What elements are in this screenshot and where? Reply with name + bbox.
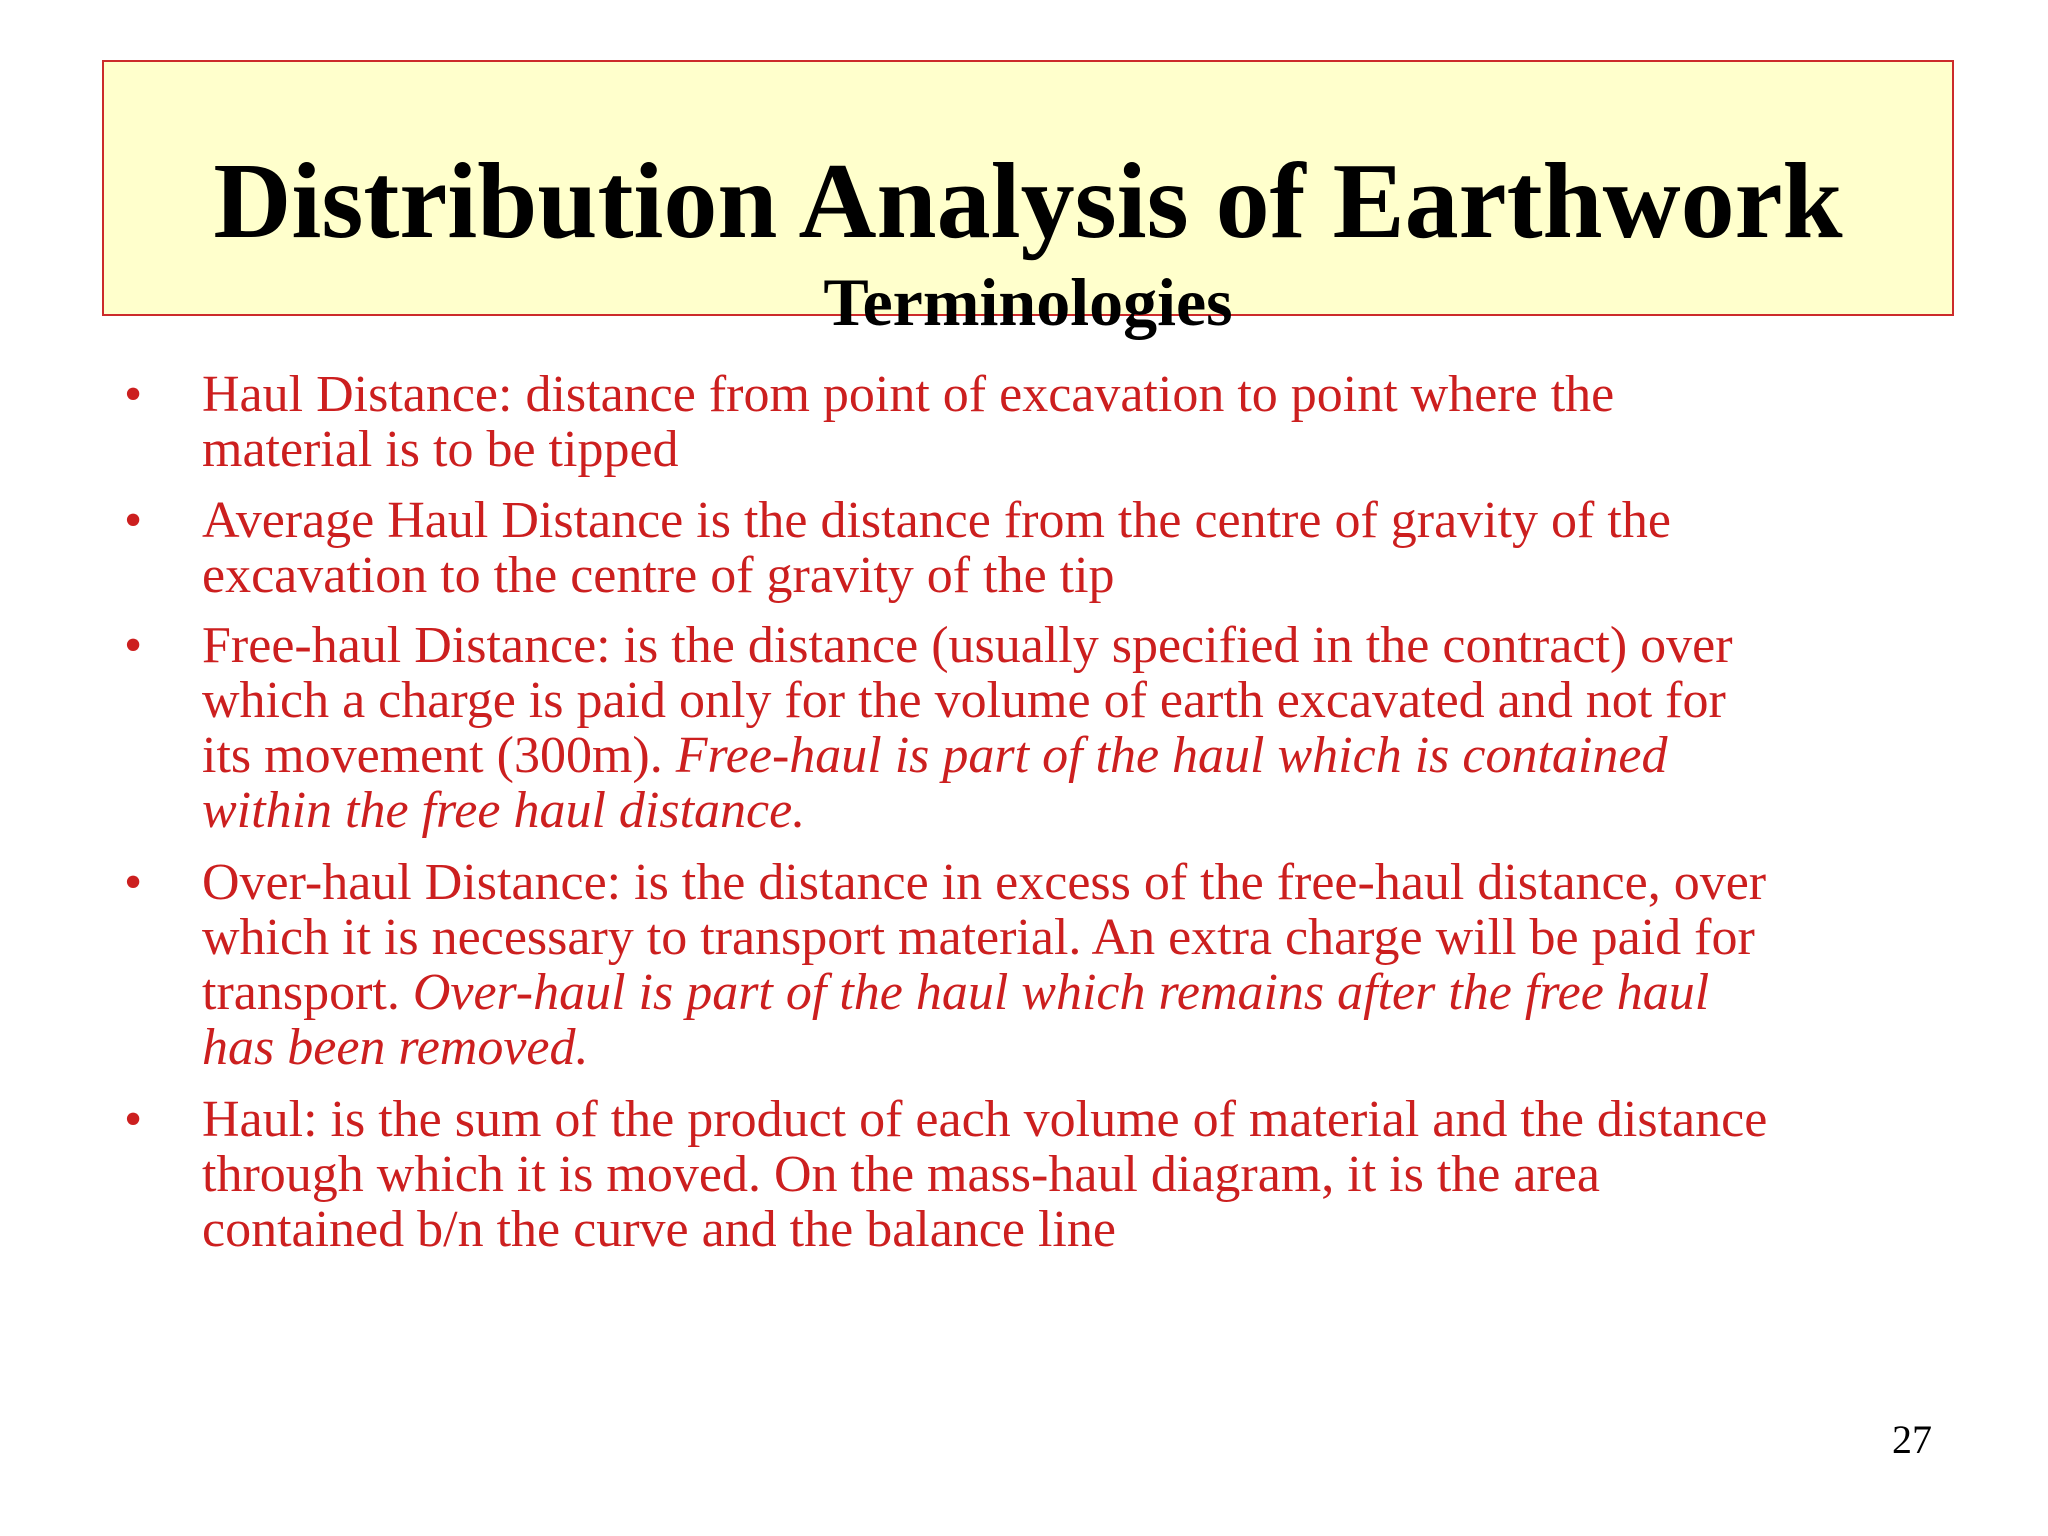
bullet-line: Over-haul Distance: is the distance in excess of the free-haul distance, over [202,854,1767,911]
bullet-icon: • [124,366,143,423]
bullet-line: excavation to the centre of gravity of the tip [202,547,1115,604]
bullet-line-italic-part: Over-haul is part of the haul which remains after the free haul [412,964,1710,1021]
page-number: 27 [1892,1417,1932,1462]
bullet-line: Haul Distance: distance from point of excavation to point where the [202,366,1615,423]
bullet-line: contained b/n the curve and the balance line [202,1201,1116,1258]
bullet-line: Average Haul Distance is the distance from the centre of gravity of the [202,492,1671,549]
bullet-text [202,493,1962,603]
bullet-line-normal-part: transport. [202,964,413,1021]
slide-title: Distribution Analysis of Earthwork [213,142,1843,261]
bullet-icon: • [124,854,143,911]
bullet-text [202,855,1962,1075]
bullet-text [202,1092,1962,1257]
bullet-icon: • [124,1091,143,1148]
bullet-line-italic: within the free haul distance. [202,782,806,839]
bullet-line: which it is necessary to transport material. An extra charge will be paid for [202,909,1755,966]
bullet-icon: • [124,617,143,674]
bullet-icon: • [124,492,143,549]
bullet-line-mixed [202,728,1962,783]
bullet-text [202,367,1962,477]
bullet-line-normal-part: its movement (300m). [202,727,676,784]
slide-subtitle: Terminologies [823,264,1233,340]
bullet-line: through which it is moved. On the mass-haul diagram, it is the area [202,1146,1600,1203]
bullet-text [202,618,1962,838]
bullet-line: material is to be tipped [202,421,679,478]
bullet-line-mixed [202,965,1962,1020]
bullet-line: which a charge is paid only for the volume of earth excavated and not for [202,672,1726,729]
bullet-line: Haul: is the sum of the product of each volume of material and the distance [202,1091,1768,1148]
bullet-line-italic: has been removed. [202,1019,589,1076]
bullet-line: Free-haul Distance: is the distance (usually specified in the contract) over [202,617,1733,674]
bullet-line-italic-part: Free-haul is part of the haul which is contained [675,727,1668,784]
